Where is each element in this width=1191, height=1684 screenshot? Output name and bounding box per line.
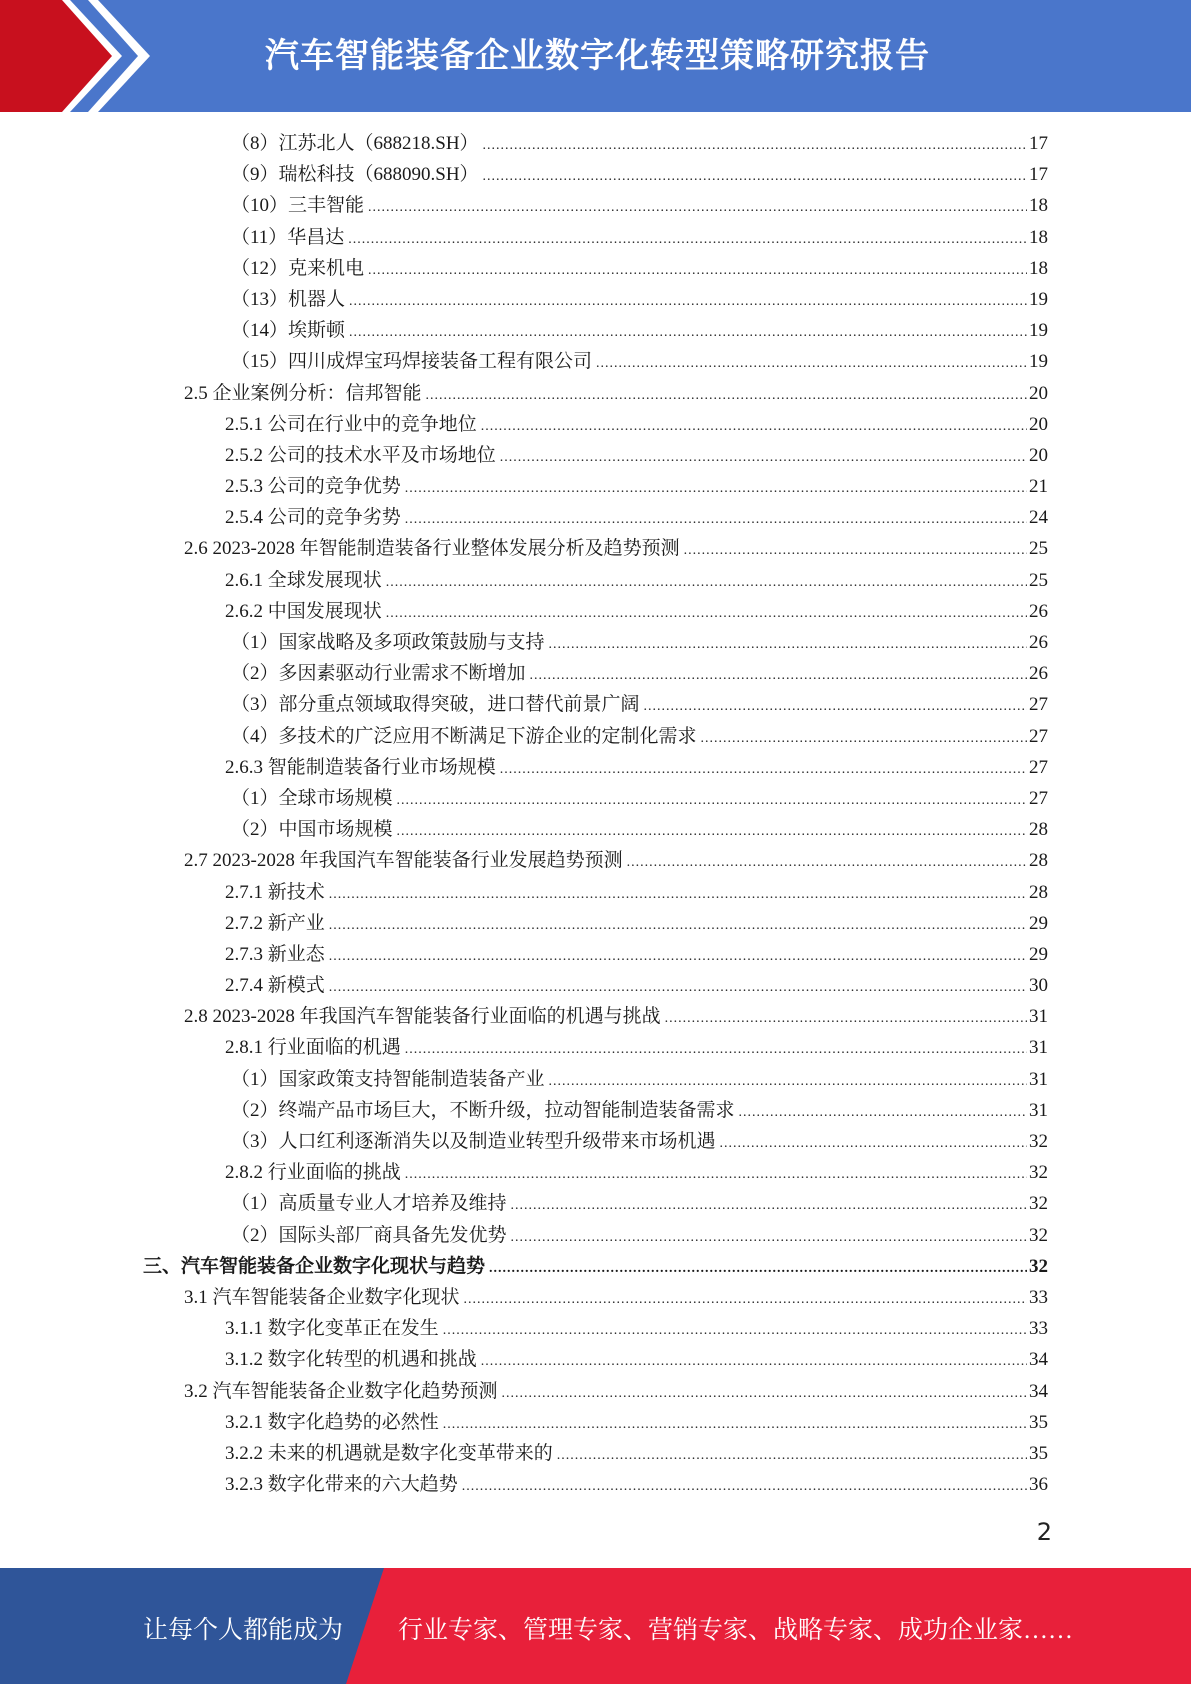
toc-entry-title: 2.7.1 新技术	[225, 881, 325, 903]
toc-dot-leader	[500, 754, 1027, 785]
table-of-contents	[0, 128, 1191, 1500]
toc-entry-page: 29	[1029, 912, 1048, 934]
toc-entry-page: 17	[1029, 164, 1048, 186]
footer-slogan-left: 让每个人都能成为	[143, 1617, 344, 1644]
toc-entry-page: 33	[1029, 1318, 1048, 1340]
toc-entry-page: 31	[1029, 1006, 1048, 1028]
toc-entry-page: 19	[1029, 351, 1048, 373]
toc-entry[interactable]	[0, 190, 1191, 221]
toc-entry[interactable]	[0, 346, 1191, 377]
toc-entry-title: （2）多因素驱动行业需求不断增加	[231, 663, 526, 685]
toc-entry-page: 19	[1029, 288, 1048, 310]
toc-dot-leader	[739, 1097, 1027, 1128]
toc-entry[interactable]	[0, 939, 1191, 970]
toc-dot-leader	[386, 567, 1027, 598]
toc-dot-leader	[348, 224, 1027, 255]
toc-dot-leader	[701, 723, 1027, 754]
toc-entry[interactable]	[0, 128, 1191, 159]
toc-entry-page: 18	[1029, 195, 1048, 217]
toc-dot-leader	[464, 1284, 1027, 1315]
toc-dot-leader	[426, 380, 1027, 411]
toc-entry-title: 2.6.1 全球发展现状	[225, 569, 382, 591]
toc-dot-leader	[720, 1128, 1027, 1159]
toc-entry[interactable]	[0, 1344, 1191, 1375]
toc-entry-title: 3.1.1 数字化变革正在发生	[225, 1318, 439, 1340]
toc-dot-leader	[511, 1190, 1027, 1221]
toc-entry[interactable]	[0, 1282, 1191, 1313]
toc-entry-page: 26	[1029, 632, 1048, 653]
toc-entry-title: （3）人口红利逐渐消失以及制造业转型升级带来市场机遇	[231, 1131, 716, 1152]
toc-entry-page: 19	[1029, 320, 1048, 342]
toc-entry[interactable]	[0, 1469, 1191, 1500]
toc-dot-leader	[483, 130, 1027, 161]
toc-entry-page: 32	[1029, 1131, 1048, 1152]
page-number: 2	[1036, 1518, 1052, 1546]
toc-entry-page: 30	[1029, 975, 1048, 997]
toc-entry-title: （2）终端产品市场巨大，不断升级，拉动智能制造装备需求	[231, 1099, 735, 1121]
toc-entry-title: 2.6 2023-2028 年智能制造装备行业整体发展分析及趋势预测	[184, 538, 680, 560]
toc-entry[interactable]	[0, 1376, 1191, 1407]
toc-dot-leader	[644, 691, 1027, 722]
toc-entry-title: （2）中国市场规模	[231, 819, 393, 841]
toc-entry[interactable]	[0, 1001, 1191, 1032]
toc-dot-leader	[397, 785, 1027, 816]
toc-entry[interactable]	[0, 596, 1191, 627]
toc-dot-leader	[443, 1315, 1027, 1346]
toc-dot-leader	[489, 1253, 1027, 1284]
toc-entry[interactable]	[0, 845, 1191, 876]
toc-dot-leader	[483, 161, 1027, 192]
toc-entry-page: 20	[1029, 413, 1048, 435]
toc-entry[interactable]	[0, 1064, 1191, 1095]
toc-dot-leader	[349, 317, 1027, 348]
toc-entry[interactable]	[0, 222, 1191, 253]
toc-entry-page: 32	[1029, 1162, 1048, 1184]
toc-entry-title: （2）国际头部厂商具备先发优势	[231, 1224, 507, 1246]
toc-entry-title: 3.1 汽车智能装备企业数字化现状	[184, 1286, 460, 1308]
toc-entry-page: 31	[1029, 1099, 1048, 1121]
toc-entry[interactable]	[0, 1126, 1191, 1157]
toc-entry-title: 2.5.1 公司在行业中的竞争地位	[225, 413, 477, 435]
toc-entry-title: 2.5.3 公司的竞争优势	[225, 476, 401, 498]
toc-entry-page: 35	[1029, 1411, 1048, 1433]
toc-entry-page: 32	[1029, 1255, 1048, 1277]
toc-entry-title: 2.5 企业案例分析：信邦智能	[184, 382, 422, 404]
toc-entry-page: 28	[1029, 850, 1048, 872]
toc-entry[interactable]	[0, 159, 1191, 190]
toc-dot-leader	[481, 411, 1027, 442]
toc-entry-title: 3.2.2 未来的机遇就是数字化变革带来的	[225, 1442, 553, 1464]
toc-entry-page: 26	[1029, 600, 1048, 622]
toc-dot-leader	[549, 629, 1027, 660]
page-footer	[0, 1568, 1191, 1684]
toc-entry[interactable]	[0, 908, 1191, 939]
toc-entry-title: 3.1.2 数字化转型的机遇和挑战	[225, 1349, 477, 1371]
toc-entry-title: （9）瑞松科技（688090.SH）	[231, 164, 479, 186]
toc-entry[interactable]	[0, 315, 1191, 346]
toc-dot-leader	[368, 192, 1027, 223]
toc-dot-leader	[349, 286, 1027, 317]
toc-entry-page: 28	[1029, 819, 1048, 841]
toc-entry-title: （4）多技术的广泛应用不断满足下游企业的定制化需求	[231, 725, 697, 747]
toc-entry-page: 17	[1029, 133, 1048, 154]
toc-entry-page: 25	[1029, 569, 1048, 591]
toc-dot-leader	[557, 1440, 1027, 1471]
toc-entry-page: 34	[1029, 1380, 1048, 1402]
toc-entry-page: 34	[1029, 1349, 1048, 1371]
toc-entry-page: 24	[1029, 507, 1048, 529]
toc-dot-leader	[405, 1034, 1027, 1065]
toc-entry-title: （12）克来机电	[231, 257, 365, 279]
toc-entry-title: （8）江苏北人（688218.SH）	[231, 133, 479, 154]
toc-entry-title: （1）全球市场规模	[231, 787, 393, 809]
toc-entry-title: （3）部分重点领域取得突破，进口替代前景广阔	[231, 694, 640, 716]
toc-entry-title: 2.6.3 智能制造装备行业市场规模	[225, 756, 496, 778]
toc-entry[interactable]	[0, 1157, 1191, 1188]
toc-entry-page: 35	[1029, 1442, 1048, 1464]
toc-entry[interactable]	[0, 877, 1191, 908]
toc-entry[interactable]	[0, 1438, 1191, 1469]
toc-entry-page: 28	[1029, 881, 1048, 903]
toc-dot-leader	[511, 1222, 1027, 1253]
toc-entry-title: 2.7.4 新模式	[225, 975, 325, 997]
toc-dot-leader	[627, 847, 1027, 878]
toc-entry-title: 2.5.4 公司的竞争劣势	[225, 507, 401, 529]
toc-entry-page: 20	[1029, 444, 1048, 466]
toc-entry-title: （1）国家政策支持智能制造装备产业	[231, 1068, 545, 1090]
toc-entry-page: 32	[1029, 1224, 1048, 1246]
toc-entry-title: （14）埃斯顿	[231, 320, 346, 342]
toc-entry-page: 31	[1029, 1068, 1048, 1090]
toc-entry[interactable]	[0, 627, 1191, 658]
toc-entry[interactable]	[0, 1095, 1191, 1126]
toc-dot-leader	[405, 473, 1027, 504]
toc-entry-title: （10）三丰智能	[231, 195, 365, 217]
toc-entry-page: 21	[1029, 476, 1048, 498]
toc-entry[interactable]	[0, 378, 1191, 409]
toc-entry-title: 2.7.3 新业态	[225, 943, 325, 965]
toc-entry[interactable]	[0, 721, 1191, 752]
toc-entry[interactable]	[0, 970, 1191, 1001]
toc-entry-title: 2.8.1 行业面临的机遇	[225, 1037, 401, 1059]
toc-entry-page: 25	[1029, 538, 1048, 560]
toc-entry-title: 2.8.2 行业面临的挑战	[225, 1162, 401, 1184]
header-chevron-logo	[0, 0, 160, 112]
toc-entry-title: （1）国家战略及多项政策鼓励与支持	[231, 632, 545, 653]
toc-entry[interactable]	[0, 1407, 1191, 1438]
toc-entry-page: 27	[1029, 787, 1048, 809]
toc-entry-title: （15）四川成焊宝玛焊接装备工程有限公司	[231, 351, 593, 373]
toc-dot-leader	[481, 1346, 1027, 1377]
toc-dot-leader	[665, 1003, 1027, 1034]
toc-dot-leader	[329, 910, 1027, 941]
toc-entry-page: 18	[1029, 257, 1048, 279]
toc-entry-title: 3.2.1 数字化趋势的必然性	[225, 1411, 439, 1433]
toc-entry[interactable]	[0, 689, 1191, 720]
toc-dot-leader	[329, 941, 1027, 972]
toc-entry[interactable]	[0, 533, 1191, 564]
footer-slogan-right: 行业专家、管理专家、营销专家、战略专家、成功企业家……	[398, 1617, 1074, 1644]
toc-entry-page: 20	[1029, 382, 1048, 404]
toc-entry-title: 2.5.2 公司的技术水平及市场地位	[225, 444, 496, 466]
toc-dot-leader	[502, 1378, 1027, 1409]
toc-dot-leader	[397, 816, 1027, 847]
toc-dot-leader	[405, 1159, 1027, 1190]
toc-entry-page: 33	[1029, 1286, 1048, 1308]
toc-entry[interactable]	[0, 783, 1191, 814]
toc-dot-leader	[329, 972, 1027, 1003]
toc-entry-page: 18	[1029, 226, 1048, 248]
toc-dot-leader	[684, 535, 1027, 566]
toc-dot-leader	[329, 879, 1027, 910]
toc-entry-page: 29	[1029, 943, 1048, 965]
toc-entry-title: 2.7 2023-2028 年我国汽车智能装备行业发展趋势预测	[184, 850, 623, 872]
toc-entry[interactable]	[0, 1251, 1191, 1282]
toc-dot-leader	[549, 1066, 1027, 1097]
toc-entry-title: 2.7.2 新产业	[225, 912, 325, 934]
toc-dot-leader	[596, 348, 1027, 379]
toc-entry[interactable]	[0, 409, 1191, 440]
toc-dot-leader	[368, 255, 1027, 286]
toc-entry-page: 36	[1029, 1474, 1048, 1496]
toc-entry-page: 27	[1029, 725, 1048, 747]
toc-entry[interactable]	[0, 471, 1191, 502]
toc-entry-title: （13）机器人	[231, 288, 346, 310]
toc-entry[interactable]	[0, 752, 1191, 783]
toc-dot-leader	[386, 598, 1027, 629]
toc-dot-leader	[530, 660, 1027, 691]
toc-entry[interactable]	[0, 1220, 1191, 1251]
toc-dot-leader	[500, 442, 1027, 473]
toc-entry-title: 2.6.2 中国发展现状	[225, 600, 382, 622]
toc-entry[interactable]	[0, 1032, 1191, 1063]
toc-entry-title: （1）高质量专业人才培养及维持	[231, 1193, 507, 1215]
toc-entry[interactable]	[0, 502, 1191, 533]
toc-entry-page: 27	[1029, 694, 1048, 716]
toc-entry-title: 3.2.3 数字化带来的六大趋势	[225, 1474, 458, 1496]
toc-entry-title: 三、汽车智能装备企业数字化现状与趋势	[143, 1255, 486, 1277]
page-header	[0, 0, 1191, 112]
toc-entry[interactable]	[0, 253, 1191, 284]
toc-entry-title: （11）华昌达	[231, 226, 345, 248]
toc-entry[interactable]	[0, 814, 1191, 845]
toc-entry[interactable]	[0, 1313, 1191, 1344]
report-title: 汽车智能装备企业数字化转型策略研究报告	[265, 36, 930, 76]
toc-dot-leader	[405, 504, 1027, 535]
toc-entry-page: 31	[1029, 1037, 1048, 1059]
toc-entry[interactable]	[0, 1188, 1191, 1219]
toc-dot-leader	[462, 1471, 1027, 1502]
toc-dot-leader	[443, 1409, 1027, 1440]
toc-entry[interactable]	[0, 284, 1191, 315]
toc-entry[interactable]	[0, 565, 1191, 596]
toc-entry-page: 26	[1029, 663, 1048, 685]
toc-entry-page: 27	[1029, 756, 1048, 778]
toc-entry-title: 3.2 汽车智能装备企业数字化趋势预测	[184, 1380, 498, 1402]
toc-entry-title: 2.8 2023-2028 年我国汽车智能装备行业面临的机遇与挑战	[184, 1006, 661, 1028]
toc-entry[interactable]	[0, 440, 1191, 471]
toc-entry[interactable]	[0, 658, 1191, 689]
toc-entry-page: 32	[1029, 1193, 1048, 1215]
